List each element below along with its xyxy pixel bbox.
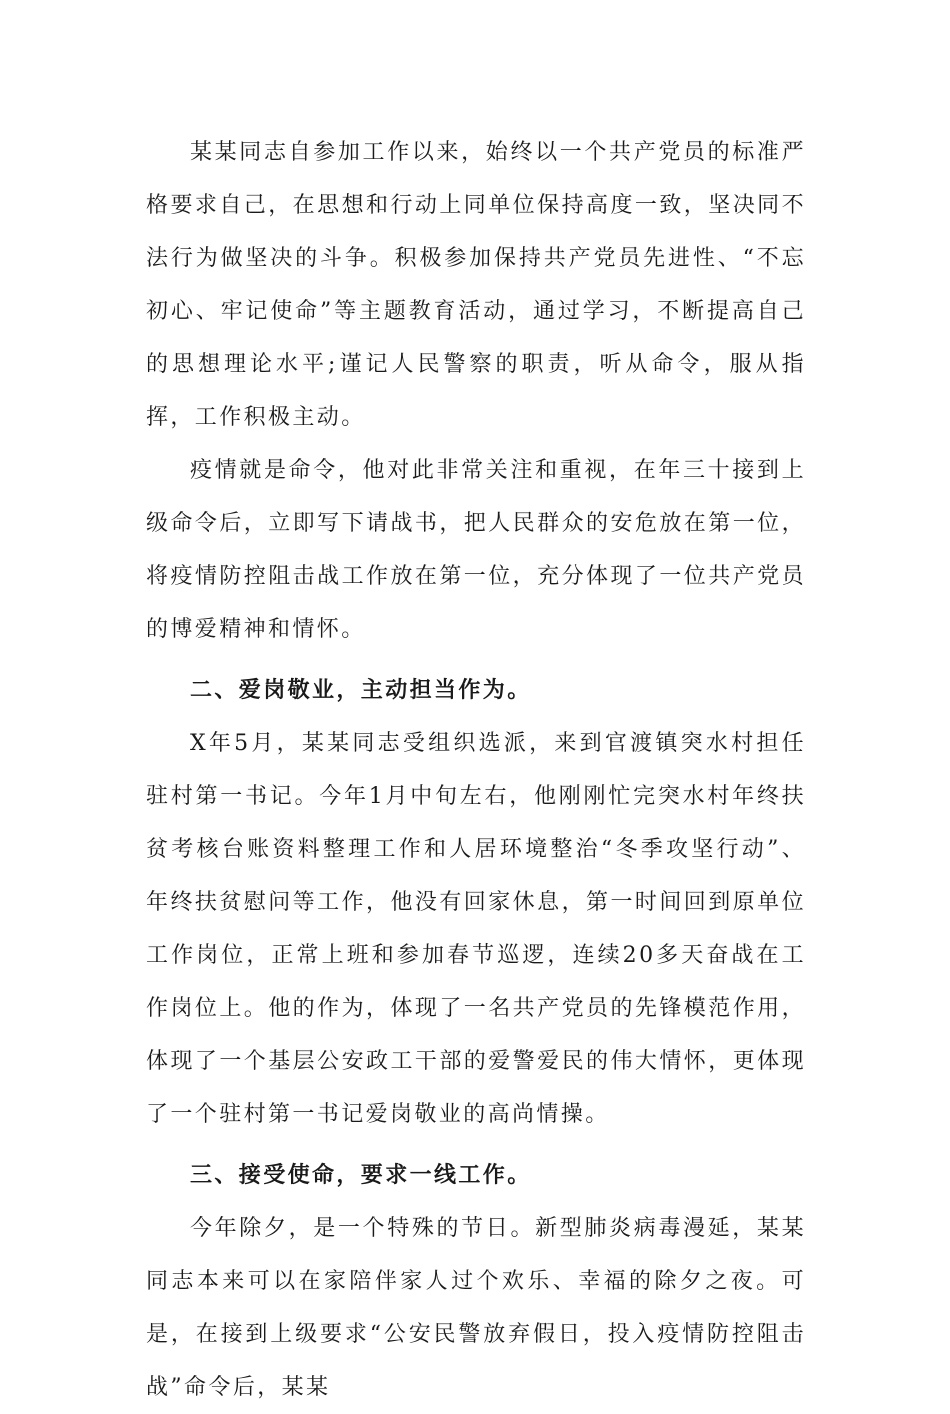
paragraph-party-member-conduct: 某某同志自参加工作以来，始终以一个共产党员的标准严格要求自己，在思想和行动上同单位保持高度一致，坚决同不法行为做坚决的斗争。积极参加保持共产党员先进性、“不忘初心、牢记使命”等主题教育活动，通过学习，不断提高自己的思想理论水平;谨记人民警察的职责，听从命令，服从指挥，工作积极主动。 <box>146 140 806 430</box>
paragraph-epidemic-command: 疫情就是命令，他对此非常关注和重视，在年三十接到上级命令后，立即写下请战书，把人民群众的安危放在第一位，将疫情防控阻击战工作放在第一位，充分体现了一位共产党员的博爱精神和情怀。 <box>146 458 806 642</box>
paragraph-new-year-eve: 今年除夕，是一个特殊的节日。新型肺炎病毒漫延，某某同志本来可以在家陪伴家人过个欢乐、幸福的除夕之夜。可是，在接到上级要求“公安民警放弃假日，投入疫情防控阻击战”命令后，某某 <box>146 1216 806 1400</box>
section-gap <box>146 1141 806 1149</box>
section-gap <box>146 656 806 664</box>
section-heading-mission: 三、接受使命，要求一线工作。 <box>190 1163 532 1188</box>
section-heading-dedication: 二、爱岗敬业，主动担当作为。 <box>190 678 532 703</box>
paragraph-village-secretary: X年5月，某某同志受组织选派，来到官渡镇突水村担任驻村第一书记。今年1月中旬左右，他刚刚忙完突水村年终扶贫考核台账资料整理工作和人居环境整治“冬季攻坚行动”、年终扶贫慰问等工作，他没有回家休息，第一时间回到原单位工作岗位，正常上班和参加春节巡逻，连续20多天奋战在工作岗位上。他的作为，体现了一名共产党员的先锋模范作用，体现了一个基层公安政工干部的爱警爱民的伟大情怀，更体现了一个驻村第一书记爱岗敬业的高尚情操。 <box>146 731 806 1127</box>
document-body <box>146 126 806 1414</box>
